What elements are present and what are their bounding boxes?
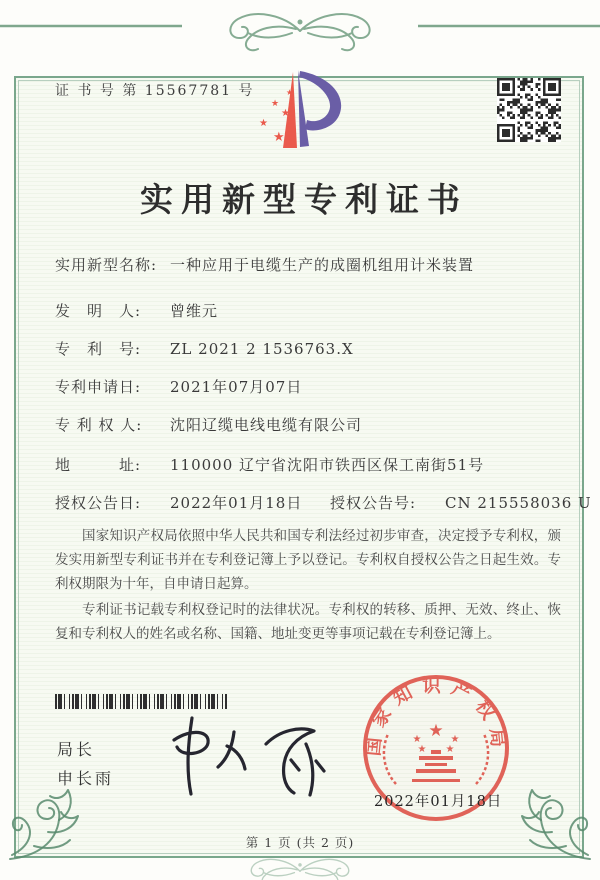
field-label: 专利申请日: [55, 378, 142, 396]
field-grant-date-pair [55, 494, 302, 512]
director-signature [148, 700, 348, 810]
field-inventor [55, 300, 563, 321]
certificate-number: 证 书 号 第 15567781 号 [55, 83, 255, 99]
field-filing-date [55, 376, 563, 397]
field-value: 曾维元 [170, 302, 219, 320]
field-address [55, 454, 563, 475]
seal-text: 国家知识产权局 [363, 675, 509, 757]
field-label: 实用新型名称: [55, 256, 158, 274]
field-value: 2022年01月18日 [170, 494, 303, 512]
field-value: ZL 2021 2 1536763.X [170, 340, 354, 358]
svg-text:★: ★ [271, 99, 280, 109]
svg-text:★: ★ [281, 108, 290, 119]
svg-text:★: ★ [273, 130, 285, 145]
certificate-title: 实用新型专利证书 [140, 180, 468, 219]
page-number: 第 1 页 (共 2 页) [245, 835, 355, 850]
field-patent-number [55, 338, 563, 359]
field-value: 一种应用于电缆生产的成圈机组用计米装置 [170, 256, 475, 274]
field-grant-announcement [55, 492, 592, 513]
svg-text:★: ★ [445, 744, 455, 755]
field-label: 授权公告日: [55, 494, 142, 512]
field-value: 沈阳辽缆电线电缆有限公司 [170, 416, 363, 434]
issue-date: 2022年01月18日 [374, 794, 503, 810]
field-label: 专 利 号: [55, 340, 142, 358]
top-flourish-ornament [0, 0, 600, 55]
field-value: 110000 辽宁省沈阳市铁西区保工南街51号 [170, 456, 485, 474]
svg-text:★: ★ [417, 744, 427, 755]
field-utility-model-name [55, 254, 563, 275]
svg-text:★: ★ [286, 88, 294, 97]
field-label: 地 址: [55, 456, 142, 474]
field-label: 发 明 人: [55, 302, 142, 320]
legal-text-block [55, 524, 561, 648]
legal-paragraph-2: 专利证书记载专利权登记时的法律状况。专利权的转移、质押、无效、终止、恢复和专利权人的姓名或名称、国籍、地址变更等事项记载在专利登记簿上。 [55, 602, 561, 643]
svg-text:★: ★ [428, 721, 444, 741]
svg-text:★: ★ [259, 118, 268, 129]
field-label: 专 利 权 人: [55, 416, 143, 434]
field-grant-number-pair [330, 492, 592, 513]
director-title: 局长 [57, 740, 96, 759]
field-label: 授权公告号: [330, 494, 417, 512]
svg-text:★: ★ [450, 734, 460, 745]
legal-paragraph-1: 国家知识产权局依照中华人民共和国专利法经过初步审查，决定授予专利权，颁发实用新型专利证书并在专利登记簿上予以登记。专利权自授权公告之日起生效。专利权期限为十年，自申请日起算。 [55, 528, 561, 593]
field-value: 2021年07月07日 [170, 378, 303, 396]
qr-code-icon [497, 78, 561, 142]
svg-text:★: ★ [412, 734, 422, 745]
director-name: 申长雨 [57, 769, 115, 788]
cnipa-logo-icon [250, 66, 360, 166]
field-patentee [55, 414, 563, 435]
field-value: CN 215558036 U [445, 494, 592, 512]
